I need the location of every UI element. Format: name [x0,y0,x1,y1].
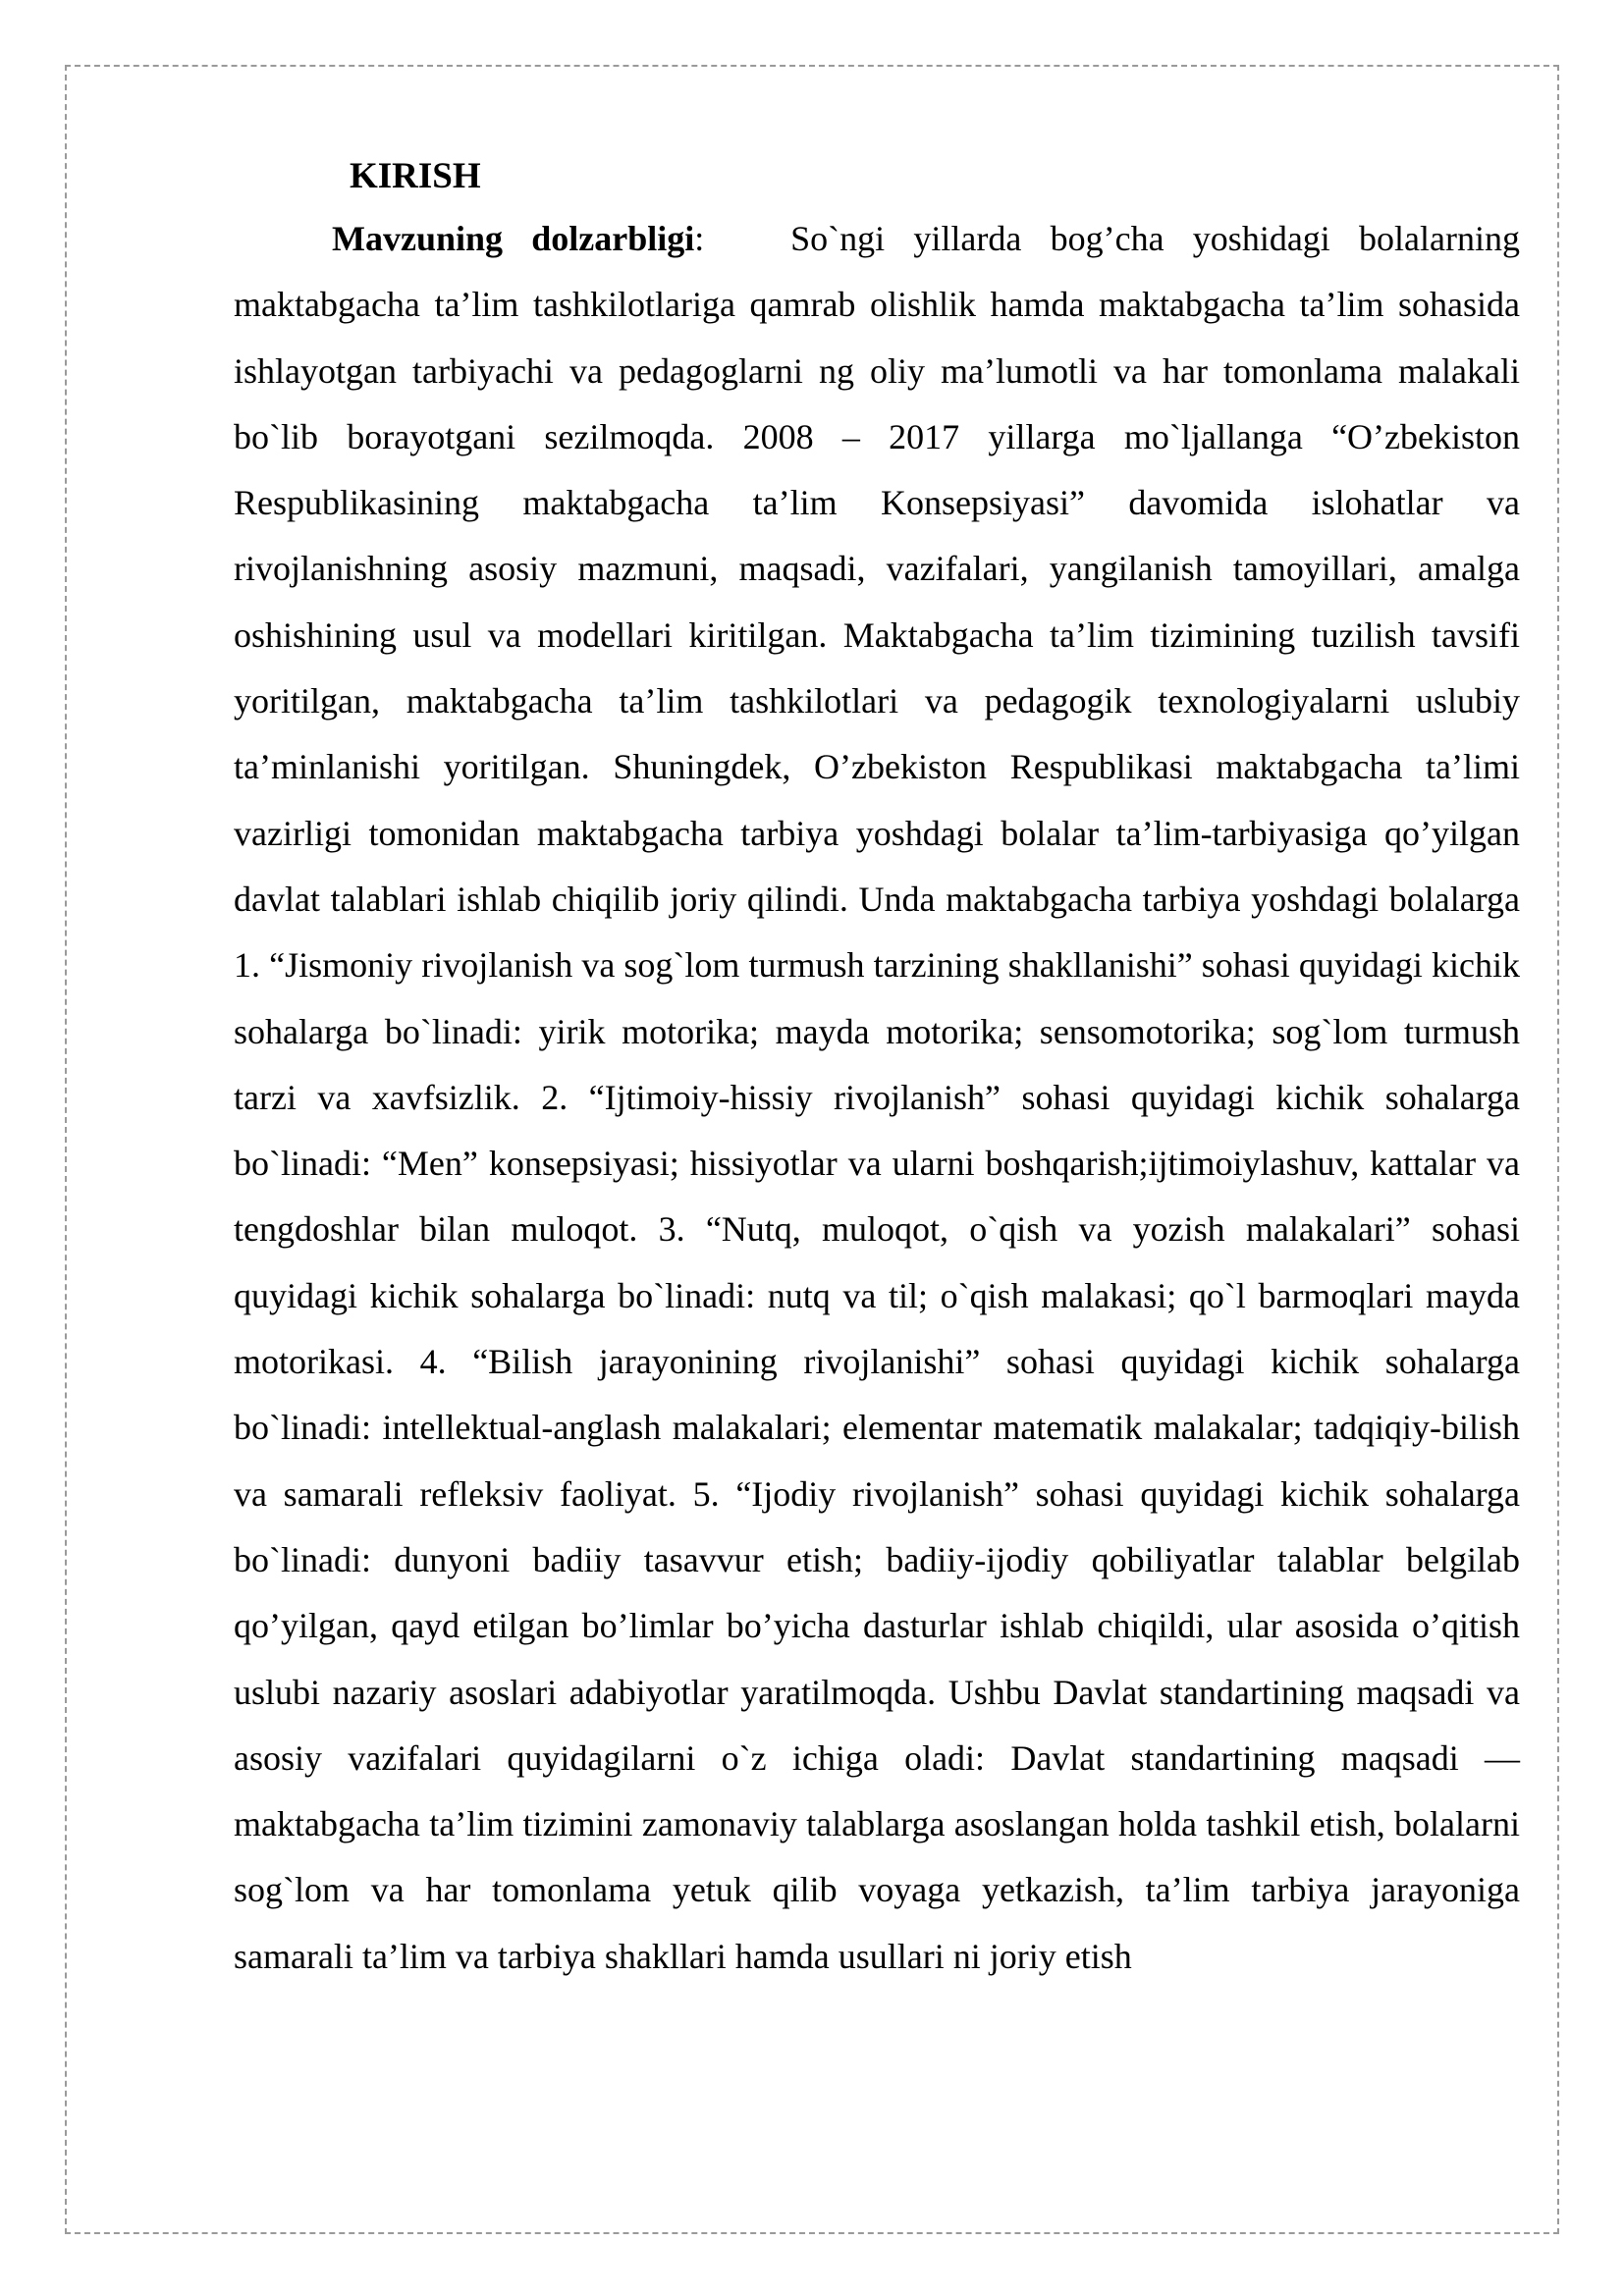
body-paragraph [234,206,1520,1990]
lead-label: Mavzuning dolzarbligi [332,219,695,258]
lead-colon: : [694,219,705,258]
paragraph-text: So`ngi yillarda bog’cha yoshidagi bolalarning maktabgacha ta’lim tashkilotlariga qamrab olishlik hamda maktabgacha ta’lim sohasida ishlayotgan tarbiyachi va pedagoglarni ng oliy ma’lumotli va har tomonlama malakali bo`lib borayotgani sezilmoqda. 2008 – 2017 yillarga mo`ljallanga “O’zbekiston Respublikasining maktabgacha ta’lim Konsepsiyasi” davomida islohatlar va rivojlanishning asosiy mazmuni, maqsadi, vazifalari, yangilanish tamoyillari, amalga oshishining usul va modellari kiritilgan. Maktabgacha ta’lim tizimining tuzilish tavsifi yoritilgan, maktabgacha ta’lim tashkilotlari va pedagogik texnologiyalarni uslubiy ta’minlanishi yoritilgan. Shuningdek, O’zbekiston Respublikasi maktabgacha ta’limi vazirligi tomonidan maktabgacha tarbiya yoshdagi bolalar ta’lim-tarbiyasiga qo’yilgan davlat talablari ishlab chiqilib joriy qilindi. Unda maktabgacha tarbiya yoshdagi bolalarga 1. “Jismoniy rivojlanish va sog`lom turmush tarzining shakllanishi” sohasi quyidagi kichik sohalarga bo`linadi: yirik motorika; mayda motorika; sensomotorika; sog`lom turmush tarzi va xavfsizlik. 2. “Ijtimoiy-hissiy rivojlanish” sohasi quyidagi kichik sohalarga bo`linadi: “Men” konsepsiyasi; hissiyotlar va ularni boshqarish;ijtimoiylashuv, kattalar va tengdoshlar bilan muloqot. 3. “Nutq, muloqot, o`qish va yozish malakalari” sohasi quyidagi kichik sohalarga bo`linadi: nutq va til; o`qish malakasi; qo`l barmoqlari mayda motorikasi. 4. “Bilish jarayonining rivojlanishi” sohasi quyidagi kichik sohalarga bo`linadi: intellektual-anglash malakalari; elementar matematik malakalar; tadqiqiy-bilish va samarali refleksiv faoliyat. 5. “Ijodiy rivojlanish” sohasi quyidagi kichik sohalarga bo`linadi: dunyoni badiiy tasavvur etish; badiiy-ijodiy qobiliyatlar talablar belgilab qo’yilgan, qayd etilgan bo’limlar bo’yicha dasturlar ishlab chiqildi, ular asosida o’qitish uslubi nazariy asoslari adabiyotlar yaratilmoqda. Ushbu Davlat standartining maqsadi va asosiy vazifalari quyidagilarni o`z ichiga oladi: Davlat standartining maqsadi — maktabgacha ta’lim tizimini zamonaviy talablarga asoslangan holda tashkil etish, bolalarni sog`lom va har tomonlama yetuk qilib voyaga yetkazish, ta’lim tarbiya jarayoniga samarali ta’lim va tarbiya shakllari hamda usullari ni joriy etish [234,219,1521,1976]
section-heading: KIRISH [350,156,481,196]
document-content [234,147,1520,1990]
